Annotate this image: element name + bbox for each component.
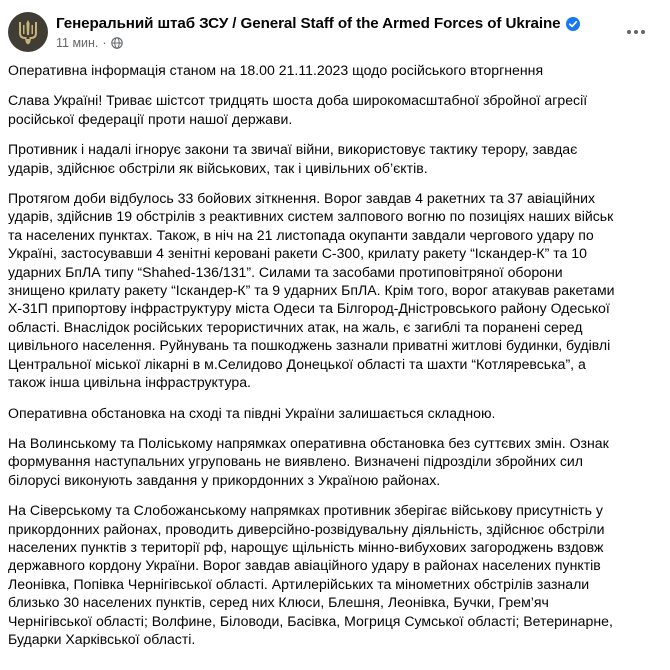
verified-badge-icon [566,17,580,31]
more-options-dot [634,30,638,34]
post-meta [56,36,123,50]
post-paragraph: На Волинському та Поліському напрямках оперативна обстановка без суттєвих змін. Ознак формування наступальних угруповань не виявлено. Визначені підрозділи збройних сил білорусі виконують завдання у прикордонних з Україною районах. [8,434,609,488]
post-header [8,12,662,56]
more-options-dot [627,30,631,34]
trident-emblem-icon [17,19,39,45]
post-paragraph: Слава Україні! Триває шістсот тридцять шоста доба широкомасштабної збройної агресії російської федерації проти нашої держави. [8,92,588,127]
page-name-row [56,15,580,32]
avatar[interactable] [8,12,48,52]
more-options-dot [641,30,645,34]
post-paragraph: Оперативна обстановка на сході та півдні України залишається складною. [8,404,496,421]
post-body [8,61,658,660]
post-paragraph: Противник і надалі ігнорує закони та звичаї війни, використовує тактику терору, завдає ударів, здійснює обстріли як військових, так і цивільних об’єктів. [8,141,578,176]
meta-separator: · [102,36,107,50]
post-paragraph: Оперативна інформація станом на 18.00 21.11.2023 щодо російського вторгнення [8,62,544,78]
post-paragraph: Протягом доби відбулось 33 бойових зіткнення. Ворог завдав 4 ракетних та 37 авіаційних ударів, здійснив 19 обстрілів з реактивних систем залпового вогню по позиціях наших військ та населених пунктах. Також, в ніч на 21 листопада окупанти завдали чергового удару по Україні, застосувавши 4 зенітні керовані ракети С-300, крилату ракету “Іскандер-К” та 10 ударних БпЛА типу “Shahed-136/131”. Силами та засобами протиповітряної оборони знищено крилату ракету “Іскандер-К” та 9 ударних БпЛА. Крім того, ворог атакував ракетами Х-31П припортову інфраструктуру міста Одеси та Білгород-Дністровського району Одеської області. Внаслідок російських терористичних атак, на жаль, є загиблі та поранені серед цивільного населення. Руйнувань та пошкоджень зазнали приватні житлові будинки, будівлі Центральної міської лікарні в м.Селидово Донецької області та шахти “Котляревська”, а також інша цивільна інфраструктура. [8,190,615,391]
post-timestamp[interactable]: 11 мин. [56,36,99,50]
page-name[interactable]: Генеральний штаб ЗСУ / General Staff of the Armed Forces of Ukraine [56,15,561,32]
post-paragraph: На Сіверському та Слобожанському напрямках противник зберігає військову присутність у прикордонних районах, проводить диверсійно-розвідувальну діяльність, здійснює обстріли населених пунктів з території рф, нарощує щільність мінно-вибухових загороджень вздовж державного кордону України. Ворог завдав авіаційного удару в районах населених пунктів Леонівка, Попівка Чернігівської області. Артилерійських та мінометних обстрілів зазнали близько 30 населених пунктів, серед них Клюси, Блешня, Леонівка, Бучки, Грем’яч Чернігівської області; Волфине, Біловоди, Басівка, Могриця Сумської області; Ветеринарне, Бударки Харківської області. [8,502,613,647]
globe-icon[interactable] [111,37,123,49]
more-options-button[interactable] [620,16,652,48]
